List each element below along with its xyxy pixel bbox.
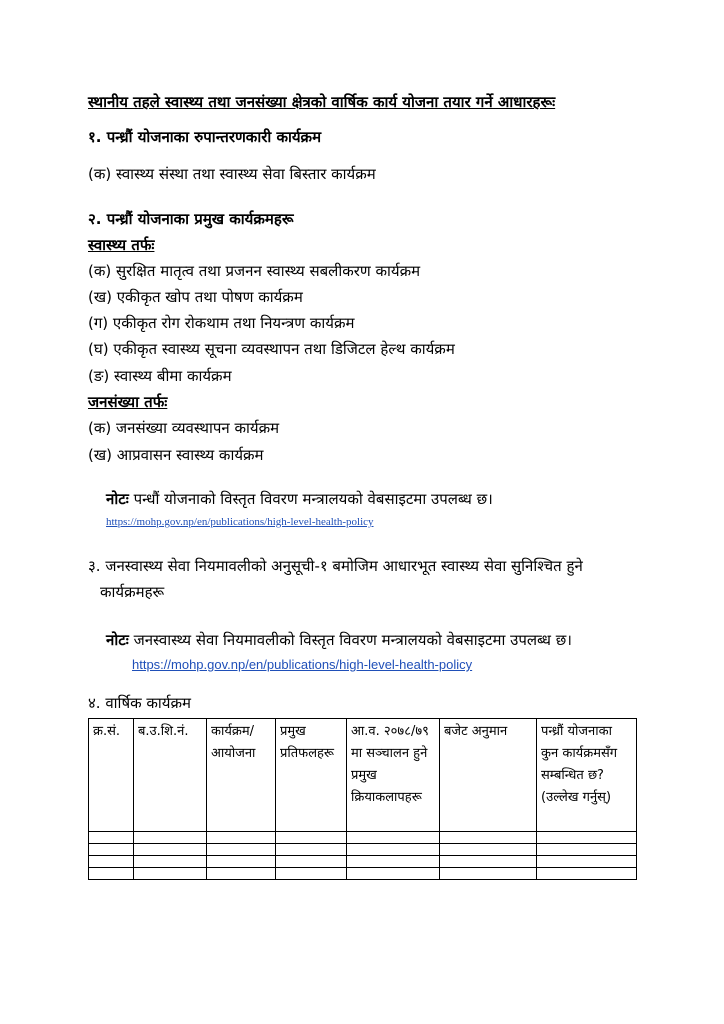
section3-note bbox=[106, 630, 572, 650]
population-item: (क) जनसंख्या व्यवस्थापन कार्यक्रम bbox=[88, 419, 280, 437]
section2-note bbox=[106, 489, 493, 509]
note-text: जनस्वास्थ्य सेवा नियमावलीको विस्तृत विवरण मन्त्रालयको वेबसाइटमा उपलब्ध छ। bbox=[133, 631, 572, 649]
section3-line1: ३. जनस्वास्थ्य सेवा नियमावलीको अनुसूची-१ बमोजिम आधारभूत स्वास्थ्य सेवा सुनिश्चित हुने bbox=[88, 557, 583, 575]
section4-title: ४. वार्षिक कार्यक्रम bbox=[88, 694, 191, 712]
section2-note-link[interactable]: https://mohp.gov.np/en/publications/high-level-health-policy bbox=[106, 516, 374, 528]
section3-line2: कार्यक्रमहरू bbox=[100, 583, 165, 601]
col-plan-link-header: पन्ध्रौं योजनाका कुन कार्यक्रमसँग सम्बन्धित छ? (उल्लेख गर्नुस्) bbox=[537, 719, 637, 832]
health-heading: स्वास्थ्य तर्फः bbox=[88, 236, 155, 254]
table-header-row bbox=[89, 719, 637, 832]
table-row bbox=[89, 868, 637, 880]
health-item: (ङ) स्वास्थ्य बीमा कार्यक्रम bbox=[88, 367, 232, 385]
population-heading: जनसंख्या तर्फः bbox=[88, 393, 168, 411]
col-program-header: कार्यक्रम/ आयोजना bbox=[207, 719, 276, 832]
section2-title: २. पन्ध्रौं योजनाका प्रमुख कार्यक्रमहरू bbox=[88, 210, 294, 228]
health-item: (क) सुरक्षित मातृत्व तथा प्रजनन स्वास्थ्य सबलीकरण कार्यक्रम bbox=[88, 262, 421, 280]
page-heading: स्थानीय तहले स्वास्थ्य तथा जनसंख्या क्षेत्रको वार्षिक कार्य योजना तयार गर्ने आधारहरूः bbox=[88, 93, 556, 111]
col-outputs-header: प्रमुख प्रतिफलहरू bbox=[276, 719, 347, 832]
health-item: (घ) एकीकृत स्वास्थ्य सूचना व्यवस्थापन तथा डिजिटल हेल्थ कार्यक्रम bbox=[88, 340, 455, 358]
col-budget-estimate-header: बजेट अनुमान bbox=[440, 719, 537, 832]
table-row bbox=[89, 844, 637, 856]
section1-item: (क) स्वास्थ्य संस्था तथा स्वास्थ्य सेवा बिस्तार कार्यक्रम bbox=[88, 165, 376, 183]
health-item: (ग) एकीकृत रोग रोकथाम तथा नियन्त्रण कार्यक्रम bbox=[88, 314, 355, 332]
note-label: नोटः bbox=[106, 631, 129, 649]
population-item: (ख) आप्रवासन स्वास्थ्य कार्यक्रम bbox=[88, 446, 264, 464]
annual-program-table bbox=[88, 718, 637, 880]
health-item: (ख) एकीकृत खोप तथा पोषण कार्यक्रम bbox=[88, 288, 303, 306]
section1-title: १. पन्ध्रौं योजनाका रुपान्तरणकारी कार्यक्रम bbox=[88, 128, 322, 146]
section3-note-link[interactable]: https://mohp.gov.np/en/publications/high-level-health-policy bbox=[132, 657, 473, 672]
col-serial-header: क्र.सं. bbox=[89, 719, 134, 832]
col-activities-header: आ.व. २०७८/७९ मा सञ्चालन हुने प्रमुख क्रियाकलापहरू bbox=[347, 719, 440, 832]
table-row bbox=[89, 856, 637, 868]
note-text: पन्धौं योजनाको विस्तृत विवरण मन्त्रालयको वेबसाइटमा उपलब्ध छ। bbox=[133, 490, 493, 508]
note-label: नोटः bbox=[106, 490, 129, 508]
table-row bbox=[89, 832, 637, 844]
col-budget-code-header: ब.उ.शि.नं. bbox=[134, 719, 207, 832]
